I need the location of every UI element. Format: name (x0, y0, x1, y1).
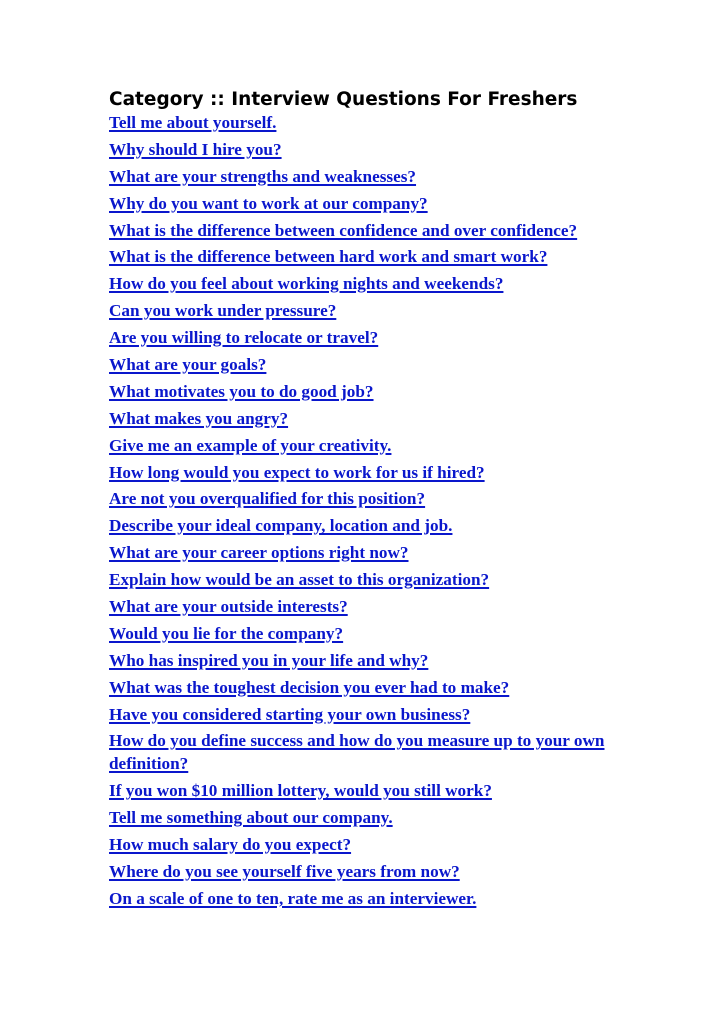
question-link[interactable]: How do you define success and how do you measure up to your own definition? (109, 731, 605, 774)
question-link[interactable]: How long would you expect to work for us if hired? (109, 462, 485, 482)
question-link[interactable]: What makes you angry? (109, 408, 289, 428)
question-list (109, 112, 619, 915)
question-link[interactable]: Why should I hire you? (109, 139, 282, 159)
question-item (109, 435, 619, 462)
question-item (109, 327, 619, 354)
question-item (109, 807, 619, 834)
question-link[interactable]: If you won $10 million lottery, would you still work? (109, 781, 492, 801)
question-item (109, 888, 619, 915)
question-item (109, 300, 619, 327)
question-link[interactable]: Who has inspired you in your life and why? (109, 650, 429, 670)
question-item (109, 515, 619, 542)
question-item (109, 704, 619, 731)
question-link[interactable]: What are your outside interests? (109, 597, 348, 617)
question-link[interactable]: Are not you overqualified for this position? (109, 489, 426, 509)
question-item (109, 488, 619, 515)
question-item (109, 193, 619, 220)
question-item (109, 166, 619, 193)
category-heading: Category :: Interview Questions For Freshers (109, 89, 578, 110)
question-item (109, 780, 619, 807)
question-link[interactable]: What is the difference between hard work and smart work? (109, 247, 548, 267)
question-link[interactable]: How much salary do you expect? (109, 835, 352, 855)
question-item (109, 650, 619, 677)
question-link[interactable]: Describe your ideal company, location and job. (109, 516, 453, 536)
question-item (109, 246, 619, 273)
question-item (109, 462, 619, 489)
question-link[interactable]: Can you work under pressure? (109, 301, 337, 321)
question-item (109, 139, 619, 166)
question-link[interactable]: On a scale of one to ten, rate me as an interviewer. (109, 888, 477, 908)
question-link[interactable]: Why do you want to work at our company? (109, 193, 428, 213)
question-item (109, 861, 619, 888)
question-link[interactable]: Give me an example of your creativity. (109, 435, 392, 455)
question-item (109, 112, 619, 139)
question-item (109, 677, 619, 704)
question-link[interactable]: Explain how would be an asset to this organization? (109, 570, 490, 590)
question-item (109, 834, 619, 861)
question-item (109, 220, 619, 247)
question-item (109, 381, 619, 408)
document-content (109, 88, 619, 915)
question-item (109, 542, 619, 569)
question-item (109, 408, 619, 435)
question-link[interactable]: What are your strengths and weaknesses? (109, 166, 417, 186)
question-link[interactable]: What are your career options right now? (109, 543, 409, 563)
question-link[interactable]: Where do you see yourself five years from now? (109, 862, 460, 882)
question-link[interactable]: What is the difference between confidence and over confidence? (109, 220, 578, 240)
question-link[interactable]: What was the toughest decision you ever had to make? (109, 677, 510, 697)
question-link[interactable]: How do you feel about working nights and weekends? (109, 274, 504, 294)
question-link[interactable]: What motivates you to do good job? (109, 381, 374, 401)
question-item (109, 730, 619, 780)
question-link[interactable]: Have you considered starting your own business? (109, 704, 471, 724)
question-item (109, 623, 619, 650)
question-item (109, 569, 619, 596)
question-item (109, 273, 619, 300)
question-link[interactable]: What are your goals? (109, 355, 267, 375)
question-link[interactable]: Are you willing to relocate or travel? (109, 328, 379, 348)
question-item (109, 596, 619, 623)
question-link[interactable]: Tell me something about our company. (109, 808, 393, 828)
question-item (109, 354, 619, 381)
question-link[interactable]: Tell me about yourself. (109, 113, 277, 132)
question-link[interactable]: Would you lie for the company? (109, 623, 344, 643)
